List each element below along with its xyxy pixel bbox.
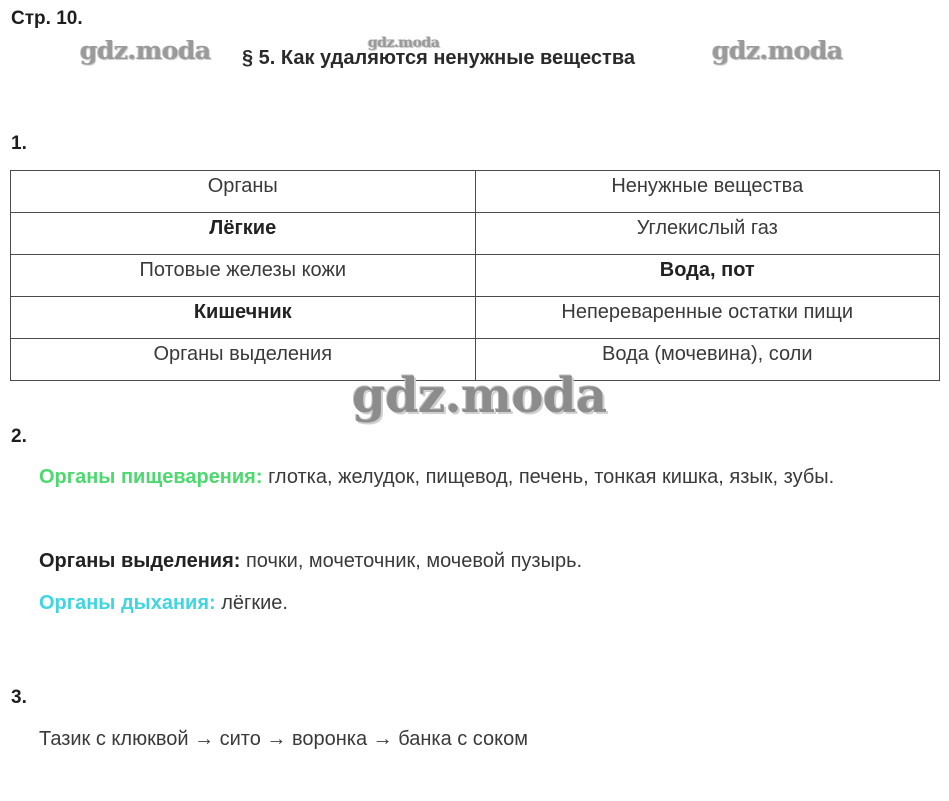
page-label: Стр. 10.	[11, 8, 83, 29]
digestive-organs-paragraph	[11, 456, 939, 498]
table-cell: Лёгкие	[11, 213, 476, 255]
table-cell: Углекислый газ	[475, 213, 940, 255]
excretory-organs-list: почки, мочеточник, мочевой пузырь.	[240, 550, 583, 572]
table-cell: Потовые железы кожи	[11, 255, 476, 297]
table-row	[11, 297, 940, 339]
digestive-organs-list: глотка, желудок, пищевод, печень, тонкая кишка, язык, зубы.	[262, 466, 835, 488]
respiratory-organs-label: Органы дыхания:	[39, 592, 216, 614]
watermark-logo: gdz.moda	[368, 35, 440, 51]
respiratory-organs-paragraph	[39, 582, 288, 624]
digestive-organs-label: Органы пищеварения:	[39, 466, 263, 488]
juice-sequence: Тазик с клюквой → сито → воронка → банка с соком	[39, 728, 528, 750]
table-cell: Вода, пот	[475, 255, 940, 297]
task-number-2: 2.	[11, 426, 27, 447]
section-title: § 5. Как удаляются ненужные вещества	[242, 47, 635, 69]
task-number-1: 1.	[11, 133, 27, 154]
watermark-logo: gdz.moda	[352, 368, 607, 424]
table-row	[11, 213, 940, 255]
watermark-logo: gdz.moda	[80, 36, 211, 65]
table-header-cell: Органы	[11, 171, 476, 213]
excretory-organs-label: Органы выделения:	[39, 550, 241, 572]
respiratory-organs-list: лёгкие.	[215, 592, 288, 614]
table-row	[11, 255, 940, 297]
table-header-cell: Ненужные вещества	[475, 171, 940, 213]
task-number-3: 3.	[11, 687, 27, 708]
table-cell: Непереваренные остатки пищи	[475, 297, 940, 339]
excretory-organs-paragraph	[39, 540, 582, 582]
table-cell: Кишечник	[11, 297, 476, 339]
watermark-logo: gdz.moda	[712, 36, 843, 65]
table-cell: Вода (мочевина), соли	[475, 339, 940, 381]
organs-table	[10, 170, 940, 381]
table-cell: Органы выделения	[11, 339, 476, 381]
table-header-row	[11, 171, 940, 213]
